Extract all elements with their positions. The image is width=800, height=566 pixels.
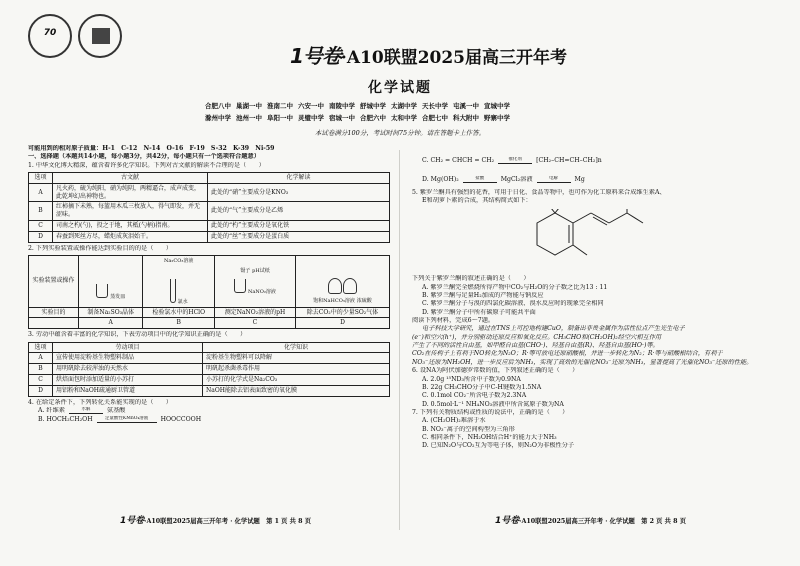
school-name: 宣城中学 <box>484 102 510 110</box>
q4-option-b <box>28 416 390 425</box>
question-1: 1. 中华文化博大精深，蕴含着许多化学知识。下列对古文献的解读不合理的是（ ） <box>28 161 265 169</box>
diagram-label: 镊子 <box>240 268 251 275</box>
q1-cell: 此处的“气”主要成分是乙烯 <box>208 202 390 221</box>
evaporating-dish-icon <box>96 284 108 298</box>
brand-text: A10联盟2025届高三开年考 <box>346 48 568 68</box>
diagram-label: 蒸发皿 <box>110 293 126 300</box>
q4-a-product: 氨基酸 <box>106 406 126 414</box>
section-heading: 一、选择题（本题共14小题，每小题3分，共42分，每小题只有一个选项符合题意） <box>28 153 260 161</box>
school-name: 太和中学 <box>391 114 417 122</box>
test-tube-icon <box>170 279 176 303</box>
q3-cell: A <box>29 353 53 364</box>
q3-cell: 用铝粉和NaOH疏通厨卫管道 <box>53 385 203 396</box>
page-fold <box>399 150 400 530</box>
school-name: 巢湖一中 <box>236 102 262 110</box>
q6-option: A. 2.0g ¹⁵ND₃所含中子数为0.9NA <box>422 375 521 383</box>
school-name: 池州一中 <box>236 114 262 122</box>
q2-purpose: 除去CO₂中的少量SO₂气体 <box>295 307 389 318</box>
table-row <box>29 231 390 242</box>
q4-d-reactant: D. Mg(OH)₂ <box>422 176 459 184</box>
question-2: 2. 下列实验装置或操作能达到实验目的的是（ ） <box>28 244 172 252</box>
q2-purpose: 测定NaNO₂溶液的pH <box>214 307 295 318</box>
table-row <box>29 221 390 232</box>
q4-d-product: Mg <box>574 176 585 184</box>
passage-line: NO₃⁻还原为NH₂OH，进一步反应后为NH₃，实现了高效的光催化NO₃⁻还原为NH₃，显著提高了光催化NO₃⁻还原的性能。 <box>412 358 753 366</box>
chain-bond <box>573 213 591 223</box>
left-column <box>28 145 390 425</box>
school-name: 灵璧中学 <box>298 114 324 122</box>
diagram-label: 浓硫酸 <box>356 297 372 304</box>
exam-brand: 1号卷·A10联盟2025届高三开年考 <box>290 44 568 68</box>
page-title: 化学试题 <box>368 80 432 96</box>
q4-option-a <box>28 407 390 416</box>
passage-line: (e⁻)和空穴(h⁺)，并分别驱动还原反应和氧化反应。CH₃CHO和(CH₂OH)₂经空穴相互作用 <box>412 333 662 341</box>
q1-cell: 此处的“硝”主要成分是KNO₃ <box>208 183 390 202</box>
q3-cell: 淀粉基生物塑料可以降解 <box>203 353 390 364</box>
question-6: 6. 设NA为阿伏加德罗常数的值，下列叙述正确的是（ ） <box>412 367 579 375</box>
question-5: 5. 紫罗兰酮具有强烈的花香，可用于日化、食品等物中，也可作为化工原料来合成维生素A、 <box>412 189 666 197</box>
q4-b-product: HOOCCOOH <box>160 415 202 423</box>
reading-instruction: 阅读下列材料，完成6～7题。 <box>412 317 495 324</box>
diagram-label: 饱和NaHCO₃溶液 <box>313 297 355 304</box>
q2-purpose: 检验氯水中的HClO <box>143 307 215 318</box>
q1-cell: 此处的“杓”主要成分是氧化铁 <box>208 221 390 232</box>
q1-header: 选项 <box>29 173 53 184</box>
q3-header: 化学知识 <box>203 342 390 353</box>
q3-cell: NaOH能除去铝表面致密的氧化膜 <box>203 385 390 396</box>
table-row <box>29 374 390 385</box>
question-3: 3. 劳动中蕴含着丰富的化学知识，下表劳动项目中的化学知识正确的是（ ） <box>28 331 247 339</box>
school-name: 太湖中学 <box>391 102 417 110</box>
q4-a-condition: 水解 <box>69 407 103 414</box>
q1-cell: 司南之杓(勺)，投之于地，其柢(勺柄)指南。 <box>53 221 208 232</box>
q3-cell: 烘焙面包时添加适量的小苏打 <box>53 374 203 385</box>
q2-row-label: 实验装置或操作 <box>29 256 79 308</box>
q7-option: D. 已知N₂O与CO₂互为等电子体，则N₂O为非极性分子 <box>422 442 575 450</box>
q2-option-spacer <box>29 318 79 329</box>
building-seal <box>78 14 122 58</box>
methyl-bond <box>555 209 563 213</box>
q4-option-c <box>412 157 774 166</box>
q6-option: D. 0.5mol·L⁻¹ NH₄NO₃溶液中所含氮原子数为NA <box>422 400 564 408</box>
q2-row-label: 实验目的 <box>29 307 79 318</box>
q4-option-d <box>412 176 774 185</box>
table-row <box>29 202 390 221</box>
q4-c-product: [CH₂–CH=CH–CH₂]n <box>536 157 602 164</box>
atomic-masses: 可能用到的相对原子质量：H-1 C-12 N-14 O-16 F-19 S-32 K-39 Ni-59 <box>28 145 275 152</box>
q5-question: 下列关于紫罗兰酮的叙述正确的是（ ） <box>412 275 530 283</box>
table-row <box>29 385 390 396</box>
beaker-icon <box>234 279 246 293</box>
passage-line: CO₂在传构子上有利于NO转化为N₂O；R·等可放电还原硝酸根，并进一步转化为N₂；R·等与硝酸根结合，有利于 <box>412 350 723 358</box>
passage-line: 电子科技大学研究，通过在TNS上可控地构建CuO，制备出非贵金属作为活性位点产生光生电子 <box>422 325 685 333</box>
building-icon <box>92 28 110 44</box>
q5-option: C. 紫罗兰酮分子与溴的四氯化碳溶液、溴水反应时的现象完全相同 <box>422 300 604 308</box>
q2-option: C <box>214 318 295 329</box>
school-name: 宿城一中 <box>329 114 355 122</box>
schools-row-1 <box>205 101 605 110</box>
wash-bottle-icon <box>343 278 357 294</box>
q4-d-condition-2: 电解 <box>537 176 571 183</box>
question-4: 4. 在给定条件下，下列转化关系能实现的是（ ） <box>28 398 172 406</box>
q1-cell: 凡火药，硫为纯阳，硝为纯阴，两精逼合，成声成变，此乾坤幻出神物也。 <box>53 183 208 202</box>
q4-d-intermediate: MgCl₂溶液 <box>500 176 533 184</box>
q7-option: A. (CH₂OH)₂难溶于水 <box>422 417 486 425</box>
school-name: 阜阳一中 <box>267 114 293 122</box>
school-name: 合肥六中 <box>360 114 386 122</box>
q1-table <box>28 172 390 243</box>
school-name: 淮南二中 <box>267 102 293 110</box>
q5-option: D. 紫罗兰酮分子中所有碳原子可能共平面 <box>422 308 536 316</box>
q4-a-reactant: A. 纤维素 <box>38 406 65 414</box>
schools-row-2 <box>205 113 605 122</box>
footer-text: A10联盟2025届高三开年考 · 化学试题 第 2 页 共 8 页 <box>521 518 686 525</box>
methyl-bond <box>573 245 587 255</box>
table-row <box>29 183 390 202</box>
diagram-gas-wash <box>295 256 389 308</box>
diagram-ph-test <box>214 256 295 308</box>
q1-cell: 春蚕到死丝方尽，蜡炬成灰泪始干。 <box>53 231 208 242</box>
footer-text: A10联盟2025届高三开年考 · 化学试题 第 1 页 共 8 页 <box>146 518 311 525</box>
q1-cell: D <box>29 231 53 242</box>
q2-purpose: 制备Na₂SO₃晶体 <box>79 307 143 318</box>
school-name: 滁州中学 <box>205 114 231 122</box>
exam-note: 本试卷满分100分，考试时间75分钟。请在答题卡上作答。 <box>314 129 486 137</box>
table-row <box>29 364 390 375</box>
q2-option: A <box>79 318 143 329</box>
q4-d-condition-1: 盐酸 <box>463 176 497 183</box>
q2-option: B <box>143 318 215 329</box>
diagram-label: Na₂CO₃溶液 <box>164 258 194 265</box>
q3-header: 劳动项目 <box>53 342 203 353</box>
school-name: 天长中学 <box>422 102 448 110</box>
diagram-evaporation <box>79 256 143 308</box>
school-seal <box>28 14 72 58</box>
q1-cell: A <box>29 183 53 202</box>
diagram-label: pH试纸 <box>252 268 270 275</box>
q4-b-condition: 足量酸性KMnO₄溶液 <box>97 416 157 423</box>
q4-c-condition: 催化剂 <box>498 157 532 164</box>
school-name: 南陵中学 <box>329 102 355 110</box>
question-7: 7. 下列有关物质结构或性质的说法中，正确的是（ ） <box>412 408 569 416</box>
passage-line: 产生了不同的活性自由基，如甲醛自由基(CHO·)、羟基自由基(R)、羟基自由基(HO·)等。 <box>412 342 659 350</box>
q1-header: 古文献 <box>53 173 208 184</box>
q6-option: C. 0.1mol CO₂⁻所含电子数为2.3NA <box>422 392 527 400</box>
q3-cell: B <box>29 364 53 375</box>
q3-header: 选项 <box>29 342 53 353</box>
methyl-bond <box>547 209 555 213</box>
seal-number: 70 <box>43 28 57 38</box>
chain-bond <box>609 213 627 223</box>
q3-cell: 宣传使用淀粉基生物塑料制品 <box>53 353 203 364</box>
question-5-cont: E和胡萝卜素的合成，其结构简式如下： <box>422 197 532 205</box>
school-name: 科大附中 <box>453 114 479 122</box>
q1-cell: 此处的“丝”主要成分是蛋白质 <box>208 231 390 242</box>
q5-option: A. 紫罗兰酮完全燃烧所得产物中CO₂与H₂O的分子数之比为13 : 11 <box>422 283 608 291</box>
school-name: 舒城中学 <box>360 102 386 110</box>
ionone-structure-diagram <box>517 209 647 269</box>
ring-bond <box>537 213 573 255</box>
q1-cell: B <box>29 202 53 221</box>
wash-bottle-icon <box>328 278 342 294</box>
page-footer-left: 1号卷·A10联盟2025届高三开年考 · 化学试题 第 1 页 共 8 页 <box>120 516 311 526</box>
q1-header: 化学解读 <box>208 173 390 184</box>
footer-brand-mark: 1号卷 <box>495 516 520 526</box>
q2-option: D <box>295 318 389 329</box>
q6-option: B. 22g CH₃CHO分子中C-H键数为1.5NA <box>422 383 542 391</box>
q3-cell: 小苏打的化学式是Na₂CO₃ <box>203 374 390 385</box>
diagram-label: 氯水 <box>177 298 188 305</box>
q1-cell: 红柿摘下未熟，每篮用木瓜三枚放入，得气即发，并无涩味。 <box>53 202 208 221</box>
q1-cell: C <box>29 221 53 232</box>
brand-mark: 1号卷 <box>290 44 341 68</box>
q3-cell: 用明矾除去较浑浊的天然水 <box>53 364 203 375</box>
q7-option: C. 相同条件下，NH₂OH结合H⁺的能力大于NH₃ <box>422 434 557 442</box>
chain-bond <box>627 213 643 223</box>
q2-table <box>28 255 390 329</box>
page-footer-right: 1号卷·A10联盟2025届高三开年考 · 化学试题 第 2 页 共 8 页 <box>495 516 686 526</box>
q4-b-reactant: B. HOCH₂CH₂OH <box>38 415 93 423</box>
q4-c-reactant: C. CH₂ = CHCH = CH₂ <box>422 157 495 164</box>
school-name: 屯溪一中 <box>453 102 479 110</box>
diagram-test-tube <box>143 256 215 308</box>
school-name: 合肥七中 <box>422 114 448 122</box>
q3-cell: 明矾起杀菌杀毒作用 <box>203 364 390 375</box>
school-name: 六安一中 <box>298 102 324 110</box>
right-column <box>412 145 774 451</box>
q3-cell: C <box>29 374 53 385</box>
q5-option: B. 紫罗兰酮与足量H₂加成的产物能与钠反应 <box>422 291 544 299</box>
footer-brand-mark: 1号卷 <box>120 516 145 526</box>
table-row <box>29 353 390 364</box>
school-name: 合肥八中 <box>205 102 231 110</box>
school-name: 野寨中学 <box>484 114 510 122</box>
q3-cell: D <box>29 385 53 396</box>
q3-table <box>28 342 390 397</box>
q7-option: B. NO₃⁻离子的空间构型为三角形 <box>422 425 515 433</box>
diagram-label: NaNO₂溶液 <box>248 288 276 295</box>
